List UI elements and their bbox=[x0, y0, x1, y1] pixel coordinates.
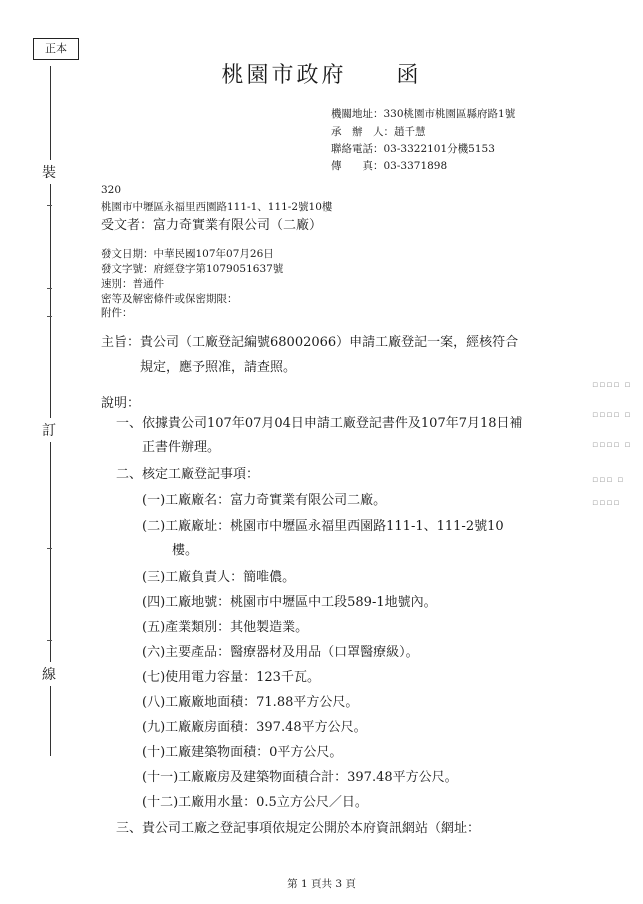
recipient-address: 桃園市中壢區永福里西園路111-1、111-2號10樓 bbox=[101, 201, 333, 213]
page-footer: 第 1 頁共 3 頁 bbox=[287, 878, 356, 890]
sub-item-2-line-2: 樓。 bbox=[172, 543, 199, 558]
document-number: 發文字號：府經登字第1079051637號 bbox=[101, 263, 284, 275]
original-copy-stamp: 正本 bbox=[33, 38, 79, 60]
sub-item-9: (九)工廠廠房面積：397.48平方公尺。 bbox=[142, 720, 367, 735]
binding-char-zhuang: 裝 bbox=[42, 160, 56, 184]
item-2: 二、核定工廠登記事項： bbox=[116, 467, 260, 482]
binding-tick bbox=[47, 205, 52, 206]
item-1-line-1: 一、依據貴公司107年07月04日申請工廠登記書件及107年7月18日補 bbox=[116, 416, 523, 431]
sub-item-6: (六)主要產品：醫療器材及用品（口罩醫療級）。 bbox=[142, 645, 419, 660]
sub-item-1: (一)工廠廠名：富力奇實業有限公司二廠。 bbox=[142, 493, 387, 508]
subject-line-2: 規定，應予照准，請查照。 bbox=[140, 360, 297, 375]
header-fax: 傳 真：03-3371898 bbox=[331, 160, 448, 172]
binding-tick bbox=[47, 316, 52, 317]
sub-item-12: (十二)工廠用水量：0.5立方公尺／日。 bbox=[142, 795, 368, 810]
binding-tick bbox=[47, 640, 52, 641]
subject-line-1: 主旨：貴公司（工廠登記編號68002066）申請工廠登記一案，經核符合 bbox=[101, 335, 519, 350]
scan-artifact-dots: ▫▫▫▫ ▫ bbox=[592, 410, 632, 420]
binding-tick bbox=[47, 548, 52, 549]
attachment: 附件： bbox=[101, 307, 133, 319]
header-phone: 聯絡電話：03-3322101分機5153 bbox=[331, 143, 495, 155]
sub-item-7: (七)使用電力容量：123千瓦。 bbox=[142, 670, 320, 685]
item-1-line-2: 正書件辦理。 bbox=[142, 440, 221, 455]
secrecy-level: 密等及解密條件或保密期限： bbox=[101, 293, 238, 305]
header-officer: 承 辦 人：趙千慧 bbox=[331, 126, 426, 138]
issue-date: 發文日期：中華民國107年07月26日 bbox=[101, 248, 274, 260]
sub-item-3: (三)工廠負責人：簡唯儂。 bbox=[142, 570, 296, 585]
item-3: 三、貴公司工廠之登記事項依規定公開於本府資訊網站（網址： bbox=[116, 821, 481, 836]
explanation-heading: 說明： bbox=[101, 396, 141, 411]
recipient: 受文者：富力奇實業有限公司（二廠） bbox=[101, 218, 323, 233]
scan-artifact-dots: ▫▫▫▫ ▫ bbox=[592, 440, 632, 450]
scan-artifact-dots: ▫▫▫▫ ▫ bbox=[592, 380, 632, 390]
sub-item-5: (五)產業類別：其他製造業。 bbox=[142, 620, 309, 635]
header-address: 機關地址：330桃園市桃園區縣府路1號 bbox=[331, 108, 516, 120]
binding-char-xian: 線 bbox=[42, 662, 56, 686]
sub-item-11: (十一)工廠廠房及建築物面積合計：397.48平方公尺。 bbox=[142, 770, 458, 785]
sub-item-4: (四)工廠地號：桃園市中壢區中工段589-1地號內。 bbox=[142, 595, 437, 610]
speed: 速別：普通件 bbox=[101, 278, 164, 290]
sub-item-10: (十)工廠建築物面積：0平方公尺。 bbox=[142, 745, 343, 760]
sub-item-2-line-1: (二)工廠廠址：桃園市中壢區永福里西園路111-1、111-2號10 bbox=[142, 519, 504, 534]
postal-code: 320 bbox=[101, 184, 122, 196]
scan-artifact-dots: ▫▫▫▫ bbox=[592, 498, 621, 508]
binding-tick bbox=[47, 288, 52, 289]
scan-artifact-dots: ▫▫▫ ▫ bbox=[592, 475, 625, 485]
binding-char-ding: 訂 bbox=[42, 418, 56, 442]
document-title: 桃園市政府 函 bbox=[221, 63, 422, 88]
sub-item-8: (八)工廠廠地面積：71.88平方公尺。 bbox=[142, 695, 359, 710]
